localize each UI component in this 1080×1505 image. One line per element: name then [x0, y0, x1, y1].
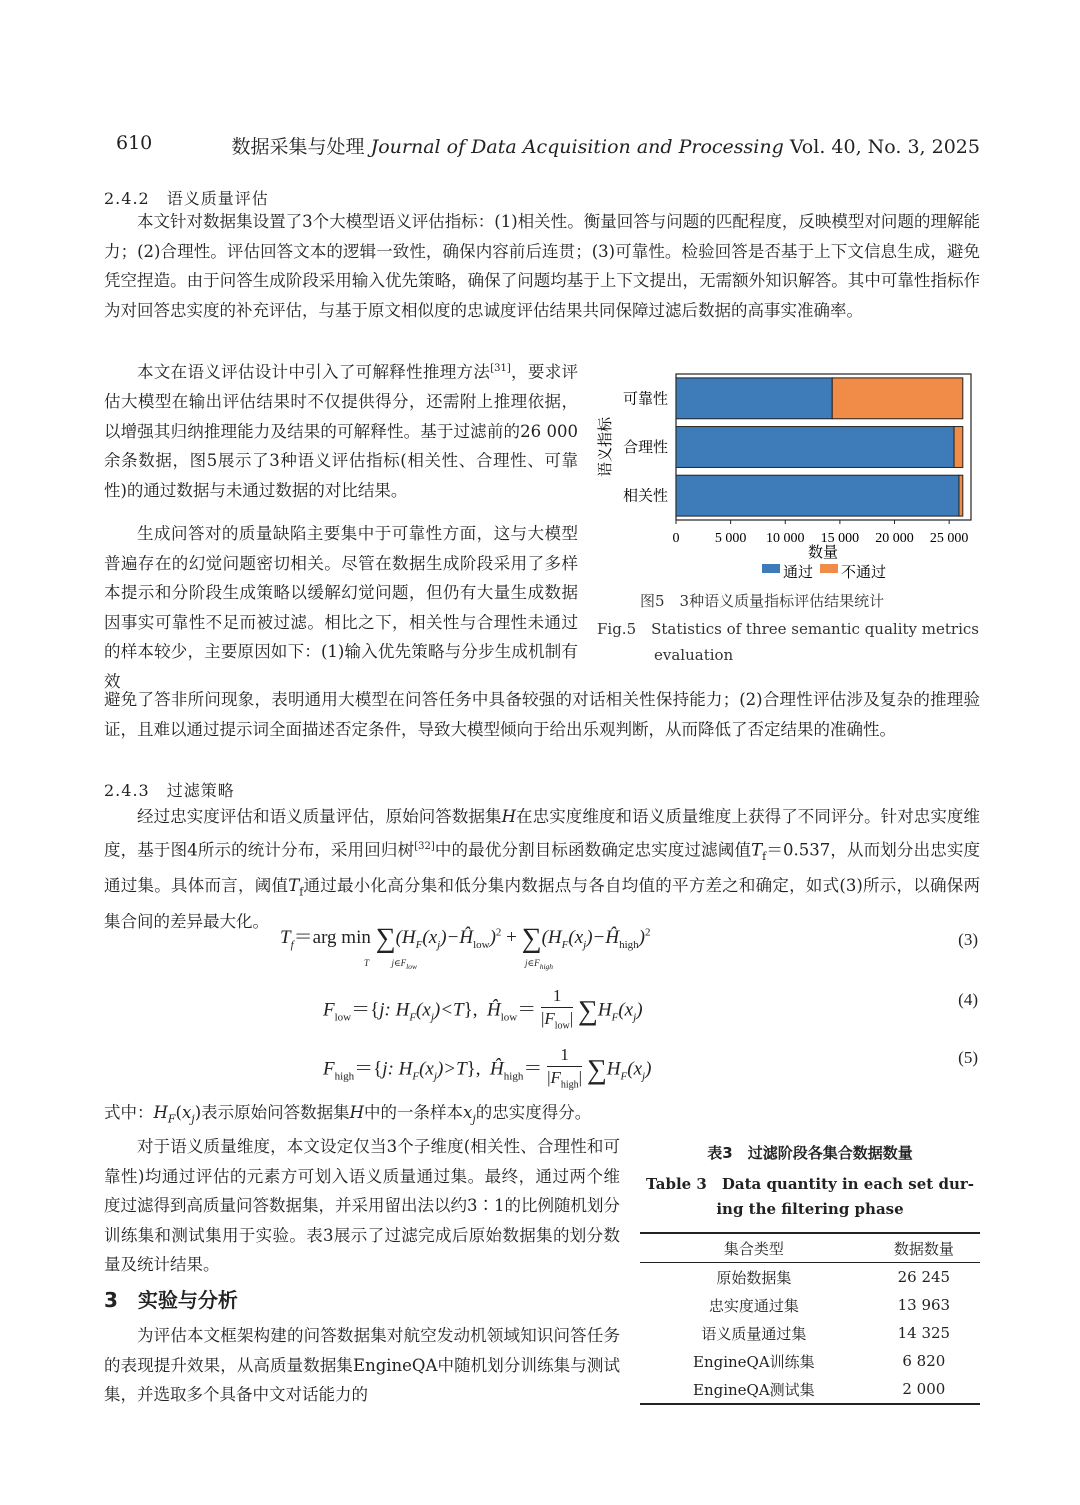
figure-caption-cn: 图5 3种语义质量指标评估结果统计	[640, 592, 885, 610]
y-tick-label: 相关性	[622, 486, 668, 505]
x-tick-label: 25 000	[929, 531, 969, 546]
table-header-row	[640, 1233, 980, 1263]
table-cell: EngineQA训练集	[693, 1352, 815, 1371]
equation-number: (4)	[958, 990, 978, 1009]
legend-swatch-fail	[820, 564, 838, 573]
table3	[640, 1232, 980, 1405]
table-row	[640, 1263, 980, 1292]
citation-ref: [31]	[490, 363, 511, 374]
paragraph-text: 中的一条样本	[364, 1103, 464, 1122]
table-cell: 2 000	[902, 1380, 946, 1398]
y-tick-label: 合理性	[622, 438, 668, 456]
equation-where-clause: 式中：$H_F(x_j)$表示原始问答数据集H中的一条样本$x_j$的忠实度得分。	[104, 1103, 592, 1126]
table-row	[640, 1291, 980, 1319]
equation-3: $T_f=arg$ $\min \sum(H_F(x_j)-Ĥ_{low})^2$ + $\sum(H_F(x_j)-Ĥ_{high})^2$	[280, 923, 651, 954]
table3-captions	[640, 1142, 980, 1218]
table-row	[640, 1375, 980, 1404]
table-cell: EngineQA测试集	[693, 1380, 815, 1399]
bar-fail	[832, 378, 963, 419]
x-tick-label: 0	[672, 531, 680, 546]
y-tick-label: 可靠性	[622, 389, 668, 408]
paragraph: 本文针对数据集设置了3个大模型语义评估指标：(1)相关性。衡量回答与问题的匹配程度，反映模型对问题的理解能力；(2)合理性。评估回答文本的逻辑一致性，确保内容前后连贯；(3)可靠性。检验回答是否基于上下文信息生成，避免凭空捏造。由于问答生成阶段采用输入优先策略，确保了问题均基于上下文提出，无需额外知识解答。其中可靠性指标作为对回答忠实度的补充评估，与基于原文相似度的忠诚度评估结果共同保障过滤后数据的高事实准确率。	[104, 212, 980, 320]
paragraph-text: 中的最优分割目标函数确定忠实度过滤阈值	[434, 840, 752, 860]
citation-ref: [32]	[414, 840, 435, 852]
equation-number: (5)	[958, 1048, 978, 1067]
bar-pass	[676, 427, 954, 468]
paragraph-text: 式中：	[104, 1103, 154, 1122]
math-sub: f	[762, 849, 767, 863]
math-var: H	[349, 1103, 365, 1122]
section-heading-243: 2.4.3 过滤策略	[104, 781, 235, 800]
math-var: T	[288, 875, 300, 895]
page-number: 610	[116, 132, 153, 154]
table-cell: 6 820	[902, 1352, 946, 1370]
journal-volume: Vol. 40, No. 3, 2025	[789, 136, 980, 158]
journal-title-en: Journal of Data Acquisition and Processing	[370, 136, 784, 158]
legend-swatch-pass	[762, 564, 780, 573]
math-var: H	[501, 807, 516, 826]
table-cell: 忠实度通过集	[708, 1296, 799, 1315]
table-cell: 26 245	[897, 1268, 951, 1286]
legend	[762, 563, 886, 581]
table-caption-en: Table 3 Data quantity in each set dur-	[646, 1175, 974, 1193]
table-caption-cn: 表3 过滤阶段各集合数据数量	[707, 1144, 913, 1162]
paragraph-text: 通过最小化高分集和低分集内数据点与各自均值的平方差之和确定，如式(3)所示，以确保两集合间的差异最大化。	[104, 875, 980, 931]
table-cell: 原始数据集	[716, 1268, 792, 1287]
x-tick-label: 5 000	[714, 531, 747, 546]
paragraph	[104, 354, 578, 505]
table-header-cell: 数据数量	[893, 1239, 954, 1258]
bar-pass	[676, 378, 832, 419]
math-var: T	[751, 840, 763, 860]
x-tick-label: 15 000	[820, 531, 860, 546]
equation-4: $F_{low}=\{j$: $H_F(x_j)<T$}, $Ĥ_{low}=$ 1 $|F_{low}|$ $\sum H_F(x_j)$	[323, 986, 643, 1032]
table-cell: 语义质量通过集	[701, 1324, 807, 1343]
paragraph-text: ，要求评估大模型在输出评估结果时不仅提供得分，还需附上推理依据，以增强其归纳推理能力及结果的可解释性。基于过滤前的26 000余条数据，图5展示了3种语义评估指标(相关性、合理性、可靠性)的通过数据与未通过数据的对比结果。	[104, 362, 579, 500]
table-caption-en-line2: ing the filtering phase	[716, 1200, 904, 1218]
equation-3-sub: T $j\in F_{low}$ $j\in F_{high}$	[364, 958, 554, 971]
table-row	[640, 1347, 980, 1375]
journal-title-cn: 数据采集与处理	[231, 136, 365, 158]
table-header-cell: 集合类型	[723, 1239, 784, 1258]
bar-fail	[959, 475, 963, 516]
equation-number: (3)	[958, 930, 978, 949]
x-tick-label: 10 000	[766, 531, 805, 546]
figure5-chart	[592, 366, 984, 582]
paragraph-text: ＝0.537，从而划分出忠实度通过集。具体而言，阈值	[104, 840, 981, 895]
section-heading-242: 2.4.2 语义质量评估	[104, 189, 269, 208]
figure-caption-en-line2: evaluation	[654, 646, 734, 664]
paragraph-text: 本文在语义评估设计中引入了可解释性推理方法	[137, 362, 491, 382]
math-sub: f	[299, 885, 304, 899]
paragraph: 对于语义质量维度，本文设定仅当3个子维度(相关性、合理性和可靠性)均通过评估的元素方可划入语义质量通过集。最终，通过两个维度过滤得到高质量问答数据集，并采用留出法以约3∶1的比例随机划分训练集和测试集用于实验。表3展示了过滤完成后原始数据集的划分数量及统计结果。	[104, 1137, 620, 1275]
paragraph-text: 在忠实度维度和语义质量维度上获得了不同评分。针对忠实度维度，基于图4所示的统计分布，采用回归树	[104, 807, 981, 860]
paragraph: 避免了答非所问现象，表明通用大模型在问答任务中具备较强的对话相关性保持能力；(2)合理性评估涉及复杂的推理验证，且难以通过提示词全面描述否定条件，导致大模型倾向于给出乐观判断，从而降低了否定结果的准确性。	[104, 690, 980, 739]
table-cell: 13 963	[897, 1296, 951, 1314]
legend-label-fail: 不通过	[841, 563, 887, 581]
x-tick-label: 20 000	[875, 531, 914, 546]
paragraph-text: 的忠实度得分。	[475, 1103, 592, 1122]
paragraph-text: 表示原始问答数据集	[201, 1103, 350, 1122]
legend-label-pass: 通过	[783, 563, 814, 581]
paragraph	[104, 802, 980, 936]
journal-title	[232, 132, 980, 159]
bar-pass	[676, 475, 959, 516]
running-header	[116, 132, 980, 160]
bar-fail	[954, 427, 963, 468]
paragraph-text: 经过忠实度评估和语义质量评估，原始问答数据集	[137, 807, 502, 826]
section-heading-3: 3 实验与分析	[104, 1288, 238, 1312]
paragraph: 为评估本文框架构建的问答数据集对航空发动机领域知识问答任务的表现提升效果，从高质量数据集EngineQA中随机划分训练集与测试集，并选取多个具备中文对话能力的	[104, 1326, 620, 1405]
equation-5: $F_{high}=\{j$: $H_F(x_j)>T$}, $Ĥ_{high}=$ 1 $|F_{high}|$ $\sum H_F(x_j)$	[323, 1045, 652, 1091]
figure-caption-en: Fig.5 Statistics of three semantic quality metrics	[597, 620, 979, 638]
y-axis-label: 语义指标	[596, 416, 614, 478]
x-axis-label: 数量	[807, 543, 839, 561]
table-row	[640, 1319, 980, 1347]
paragraph: 生成问答对的质量缺陷主要集中于可靠性方面，这与大模型普遍存在的幻觉问题密切相关。尽管在数据生成阶段采用了多样本提示和分阶段生成策略以缓解幻觉问题，但仍有大量生成数据因事实可靠性不足而被过滤。相比之下，相关性与合理性未通过的样本较少，主要原因如下：(1)输入优先策略与分步生成机制有效	[104, 524, 578, 691]
table-cell: 14 325	[897, 1324, 951, 1342]
